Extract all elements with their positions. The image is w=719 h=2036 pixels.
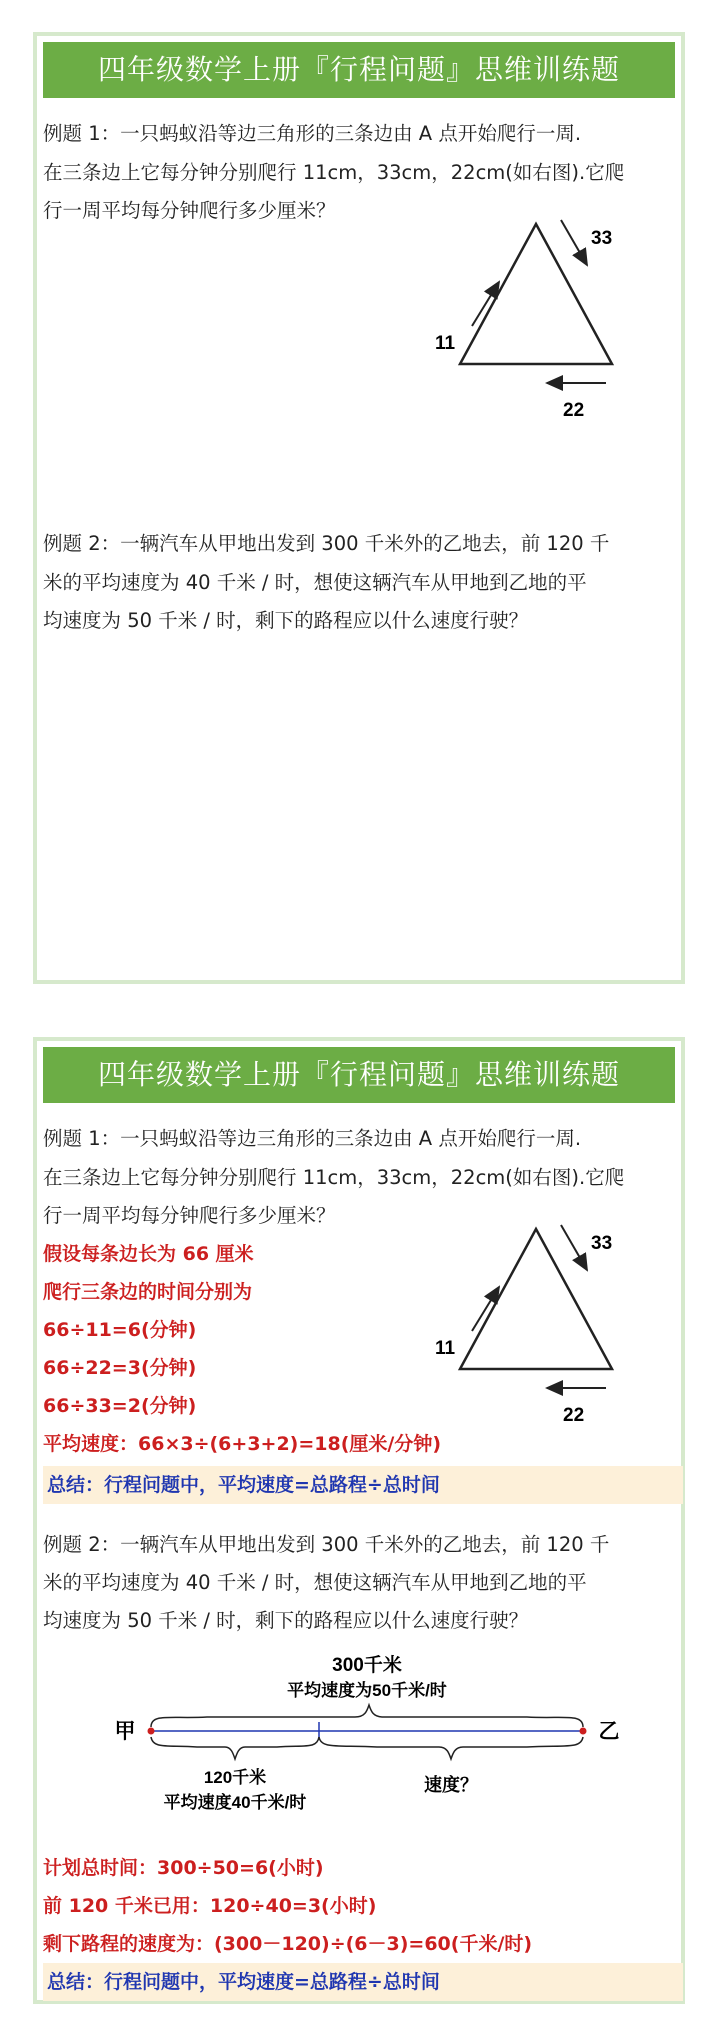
q2-line-3: 均速度为 50 千米 / 时，剩下的路程应以什么速度行驶？ (43, 609, 529, 632)
answer1-line-3: 66÷11=6(分钟) (43, 1319, 197, 1341)
solution-panel-2 (33, 1037, 685, 2004)
seg1-speed-label: 平均速度40千米/时 (163, 1793, 307, 1812)
q2-line-2: 米的平均速度为 40 千米 / 时，想使这辆汽车从甲地到乙地的平 (43, 571, 587, 594)
label-33: 33 (591, 228, 613, 249)
q1-line-1: 例题 1：一只蚂蚁沿等边三角形的三条边由 A 点开始爬行一周. (43, 1127, 582, 1150)
panel-title: 四年级数学上册『行程问题』思维训练题 (43, 42, 675, 98)
answer1-line-2: 爬行三条边的时间分别为 (43, 1281, 253, 1303)
label-22: 22 (563, 400, 585, 421)
panel-title: 四年级数学上册『行程问题』思维训练题 (43, 1047, 675, 1103)
answer1-line-4: 66÷22=3(分钟) (43, 1357, 197, 1379)
seg2-speed-label: 速度？ (424, 1775, 478, 1795)
q2-line-3: 均速度为 50 千米 / 时，剩下的路程应以什么速度行驶？ (43, 1609, 529, 1632)
triangle-diagram (427, 1199, 667, 1439)
summary-1: 总结：行程问题中，平均速度=总路程÷总时间 (43, 1466, 683, 1504)
seg2-brace (319, 1737, 583, 1759)
answer1-line-5: 66÷33=2(分钟) (43, 1395, 197, 1417)
arrow-right (561, 220, 587, 265)
q1-line-2: 在三条边上它每分钟分别爬行 11cm，33cm，22cm(如右图).它爬 (43, 1166, 625, 1189)
label-33: 33 (591, 1233, 613, 1254)
start-label: 甲 (114, 1720, 136, 1743)
label-11: 11 (435, 1338, 456, 1359)
q2-line-1: 例题 2：一辆汽车从甲地出发到 300 千米外的乙地去，前 120 千 (43, 1533, 610, 1556)
q1-line-3: 行一周平均每分钟爬行多少厘米？ (43, 1204, 336, 1227)
q1-line-2: 在三条边上它每分钟分别爬行 11cm，33cm，22cm(如右图).它爬 (43, 161, 625, 184)
q1-line-3: 行一周平均每分钟爬行多少厘米？ (43, 199, 336, 222)
q2-line-1: 例题 2：一辆汽车从甲地出发到 300 千米外的乙地去，前 120 千 (43, 532, 610, 555)
answer2-line-2: 前 120 千米已用：120÷40=3(小时) (43, 1895, 377, 1917)
label-11: 11 (435, 333, 456, 354)
q2-line-2: 米的平均速度为 40 千米 / 时，想使这辆汽车从甲地到乙地的平 (43, 1571, 587, 1594)
seg1-distance-label: 120千米 (203, 1768, 267, 1787)
seg1-brace (151, 1737, 319, 1759)
total-brace (151, 1705, 583, 1727)
end-label: 乙 (598, 1720, 620, 1743)
start-point (148, 1728, 155, 1735)
answer2-line-3: 剩下路程的速度为：(300－120)÷(6－3)=60(千米/时) (43, 1933, 533, 1955)
road-diagram (97, 1649, 637, 1849)
arrow-right (561, 1225, 587, 1270)
answer1-line-6: 平均速度：66×3÷(6+3+2)=18(厘米/分钟) (43, 1433, 442, 1455)
total-distance-label: 300千米 (332, 1655, 402, 1676)
summary-2: 总结：行程问题中，平均速度=总路程÷总时间 (43, 1963, 683, 2001)
triangle-diagram (427, 194, 667, 434)
triangle-shape (460, 224, 612, 364)
label-22: 22 (563, 1405, 585, 1426)
answer2-line-1: 计划总时间：300÷50=6(小时) (43, 1857, 324, 1879)
end-point (580, 1728, 587, 1735)
total-speed-label: 平均速度为50千米/时 (287, 1681, 447, 1700)
q1-line-1: 例题 1：一只蚂蚁沿等边三角形的三条边由 A 点开始爬行一周. (43, 122, 582, 145)
triangle-shape (460, 1229, 612, 1369)
problem-panel-1 (33, 32, 685, 984)
answer1-line-1: 假设每条边长为 66 厘米 (43, 1243, 254, 1265)
